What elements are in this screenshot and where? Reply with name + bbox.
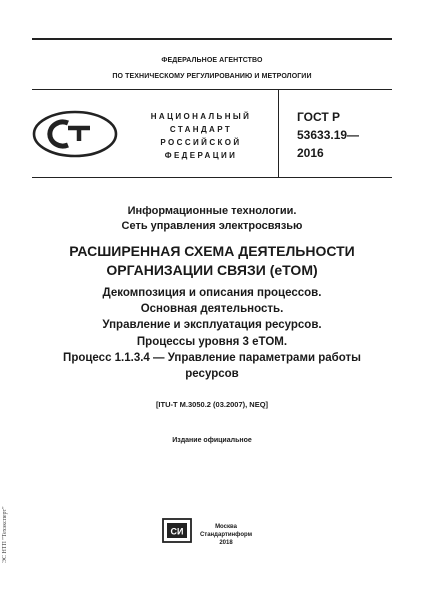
publisher-block <box>198 523 254 547</box>
gost-r-emblem-icon <box>32 110 118 158</box>
main-title-line-2: ОРГАНИЗАЦИИ СВЯЗИ (eTOM) <box>106 262 318 278</box>
main-title-line-1: РАСШИРЕННАЯ СХЕМА ДЕЯТЕЛЬНОСТИ <box>69 243 355 259</box>
agency-line-1: ФЕДЕРАЛЬНОЕ АГЕНТСТВО <box>161 57 263 64</box>
publisher-city: Москва <box>215 524 237 530</box>
bottom-rule <box>32 177 392 178</box>
standartinform-logo-icon <box>162 518 192 543</box>
agency-line-2: ПО ТЕХНИЧЕСКОМУ РЕГУЛИРОВАНИЮ И МЕТРОЛОГИИ <box>112 73 312 80</box>
edition-label: Издание официальное <box>172 437 252 444</box>
international-reference: [ITU-T M.3050.2 (03.2007), NEQ] <box>155 400 269 409</box>
national-standard-line-1: НАЦИОНАЛЬНЫЙ <box>150 112 252 121</box>
gost-number-line-3: 2016 <box>297 146 324 160</box>
subtitle-line-2: Сеть управления электросвязью <box>121 220 303 232</box>
gost-number-line-2: 53633.19— <box>297 128 360 142</box>
logo-letters: СИ <box>170 526 184 537</box>
detail-line-1: Декомпозиция и описания процессов. <box>102 287 322 299</box>
header-rule <box>32 89 392 90</box>
header-divider <box>278 89 279 177</box>
gost-number-line-1: ГОСТ Р <box>297 110 341 124</box>
detail-line-4: Процессы уровня 3 eTOM. <box>136 336 288 348</box>
subtitle-line-1: Информационные технологии. <box>127 205 297 217</box>
publisher-year: 2018 <box>219 540 233 546</box>
side-watermark-text: ЭС НТП "Техэксперт" <box>2 506 8 563</box>
detail-line-5: Процесс 1.1.3.4 — Управление параметрами работы <box>63 352 361 364</box>
national-standard-line-3: РОССИЙСКОЙ <box>160 138 242 147</box>
publisher-name: Стандартинформ <box>199 532 253 538</box>
national-standard-line-4: ФЕДЕРАЦИИ <box>164 151 238 160</box>
detail-line-2: Основная деятельность. <box>140 303 284 315</box>
top-rule <box>32 38 392 40</box>
detail-line-6: ресурсов <box>185 368 239 380</box>
detail-line-3: Управление и эксплуатация ресурсов. <box>102 319 322 331</box>
national-standard-line-2: СТАНДАРТ <box>169 125 233 134</box>
